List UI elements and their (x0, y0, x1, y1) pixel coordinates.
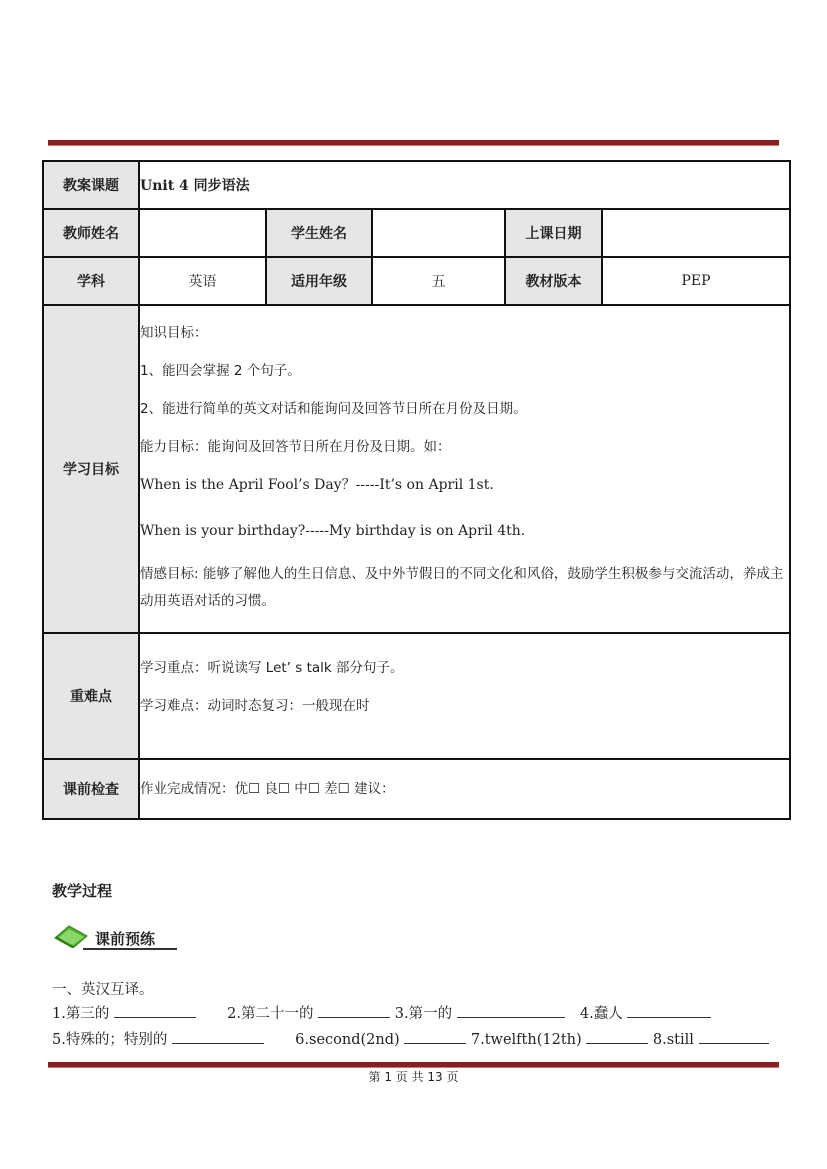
subject-label: 学科 (43, 257, 139, 305)
edition-value: PEP (602, 257, 790, 305)
question-5: 5.特殊的；特别的 (52, 1032, 168, 1048)
answer-blank-3[interactable] (457, 1003, 565, 1018)
banner-label: 课前预练 (95, 930, 156, 948)
edition-label: 教材版本 (505, 257, 602, 305)
date-value[interactable] (602, 209, 790, 257)
question-1: 1.第三的 (52, 1006, 110, 1022)
page-number: 第 1 页 共 13 页 (368, 1070, 459, 1084)
topic-value: Unit 4 同步语法 (139, 161, 790, 209)
example-sentence-2: When is your birthday?-----My birthday is on April 4th. (140, 523, 526, 539)
question-2: 2.第二十一的 (227, 1006, 314, 1022)
book-icon (53, 924, 89, 948)
exercise-heading: 一、英汉互译。 (52, 982, 154, 998)
answer-blank-4[interactable] (627, 1003, 711, 1018)
topic-label: 教案课题 (43, 161, 139, 209)
answer-blank-8[interactable] (699, 1029, 769, 1044)
lesson-plan-table (42, 160, 791, 820)
check-label: 课前检查 (43, 759, 139, 819)
homework-check: 作业完成情况：优☐ 良☐ 中☐ 差☐ 建议： (140, 781, 395, 797)
header-rule (48, 140, 779, 146)
exercise-row-2 (52, 1028, 769, 1049)
grade-label: 适用年级 (266, 257, 372, 305)
question-7: 7.twelfth(12th) (470, 1032, 582, 1048)
knowledge-title: 知识目标： (140, 325, 208, 341)
knowledge-2: 2、能进行简单的英文对话和能询问及回答节日所在月份及日期。 (140, 401, 527, 417)
process-title: 教学过程 (52, 882, 113, 900)
goals-content (139, 305, 790, 633)
question-6: 6.second(2nd) (295, 1032, 400, 1048)
question-3: 3.第一的 (394, 1006, 453, 1022)
date-label: 上课日期 (505, 209, 602, 257)
answer-blank-2[interactable] (318, 1003, 390, 1018)
question-8: 8.still (652, 1032, 694, 1048)
check-content (139, 759, 790, 819)
banner-underline (83, 948, 177, 950)
example-sentence-1: When is the April Fool’s Day？-----It’s on April 1st. (140, 477, 494, 493)
difficulty-content (139, 633, 790, 759)
grade-value: 五 (372, 257, 505, 305)
ability-goal: 能力目标：能询问及回答节日所在月份及日期。如： (140, 439, 451, 455)
teacher-label: 教师姓名 (43, 209, 139, 257)
subject-value: 英语 (139, 257, 266, 305)
answer-blank-5[interactable] (172, 1029, 264, 1044)
exercise-row-1 (52, 1002, 711, 1023)
answer-blank-6[interactable] (404, 1029, 466, 1044)
student-value[interactable] (372, 209, 505, 257)
knowledge-1: 1、能四会掌握 2 个句子。 (140, 363, 301, 379)
key-point: 学习重点：听说读写 Let’ s talk 部分句子。 (140, 660, 404, 676)
student-label: 学生姓名 (266, 209, 372, 257)
answer-blank-7[interactable] (586, 1029, 648, 1044)
question-4: 4.蠢人 (579, 1006, 623, 1022)
difficulty-label: 重难点 (43, 633, 139, 759)
goals-label: 学习目标 (43, 305, 139, 633)
answer-blank-1[interactable] (114, 1003, 196, 1018)
teacher-value[interactable] (139, 209, 266, 257)
difficult-point: 学习难点：动词时态复习：一般现在时 (140, 698, 370, 714)
emotion-goal: 情感目标: 能够了解他人的生日信息、及中外节假日的不同文化和风俗，鼓励学生积极参与交流活动，养成主动用英语对话的习惯。 (140, 566, 784, 609)
pre-practice-banner (53, 922, 177, 952)
